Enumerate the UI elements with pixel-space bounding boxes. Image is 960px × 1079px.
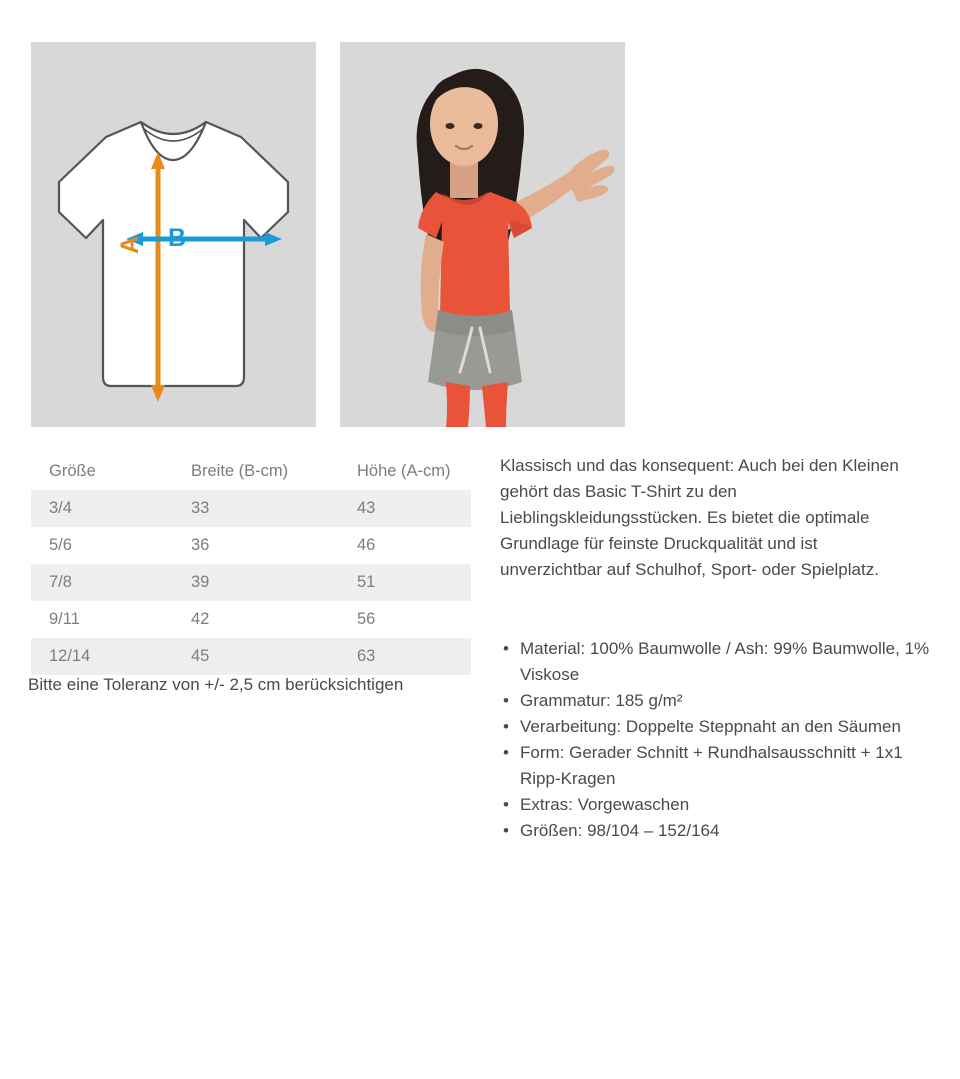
- product-description: Klassisch und das konsequent: Auch bei den Kleinen gehört das Basic T-Shirt zu den Lieblingskleidungsstücken. Es bietet die optimale Grundlage für feinste Druckqualität und ist unverzichtbar auf Schulhof, Sport- oder Spielplatz.: [500, 456, 899, 579]
- column-header-size: Größe: [31, 453, 173, 490]
- cell-size: 7/8: [31, 564, 173, 601]
- model-photo: [340, 42, 625, 427]
- table-row: [31, 601, 471, 638]
- cell-height: 56: [339, 601, 471, 638]
- cell-width: 36: [173, 527, 339, 564]
- size-table: [31, 453, 471, 675]
- table-row: [31, 527, 471, 564]
- list-item: • Größen: 98/104 – 152/164: [500, 818, 930, 844]
- cell-size: 3/4: [31, 490, 173, 527]
- table-header-row: [31, 453, 471, 490]
- list-item: • Form: Gerader Schnitt + Rundhalsausschnitt + 1x1 Ripp-Kragen: [500, 740, 930, 792]
- table-row: [31, 564, 471, 601]
- cell-width: 45: [173, 638, 339, 675]
- list-item: • Extras: Vorgewaschen: [500, 792, 930, 818]
- table-row: [31, 638, 471, 675]
- cell-height: 63: [339, 638, 471, 675]
- cell-width: 33: [173, 490, 339, 527]
- column-header-width: Breite (B-cm): [173, 453, 339, 490]
- girl-model-illustration: [340, 42, 625, 427]
- list-item: • Material: 100% Baumwolle / Ash: 99% Baumwolle, 1% Viskose: [500, 636, 930, 688]
- height-dimension-label: A: [116, 235, 144, 254]
- product-image-row: [31, 42, 625, 427]
- cell-height: 43: [339, 490, 471, 527]
- cell-width: 42: [173, 601, 339, 638]
- column-header-height: Höhe (A-cm): [339, 453, 471, 490]
- cell-size: 5/6: [31, 527, 173, 564]
- tshirt-measurement-diagram: [31, 42, 316, 427]
- cell-height: 51: [339, 564, 471, 601]
- product-specs-list: [500, 636, 930, 844]
- list-item: • Verarbeitung: Doppelte Steppnaht an den Säumen: [500, 714, 930, 740]
- cell-height: 46: [339, 527, 471, 564]
- cell-width: 39: [173, 564, 339, 601]
- cell-size: 9/11: [31, 601, 173, 638]
- table-row: [31, 490, 471, 527]
- tolerance-note: Bitte eine Toleranz von +/- 2,5 cm berücksichtigen: [28, 675, 404, 694]
- list-item: • Grammatur: 185 g/m²: [500, 688, 930, 714]
- width-dimension-label: B: [168, 224, 187, 252]
- cell-size: 12/14: [31, 638, 173, 675]
